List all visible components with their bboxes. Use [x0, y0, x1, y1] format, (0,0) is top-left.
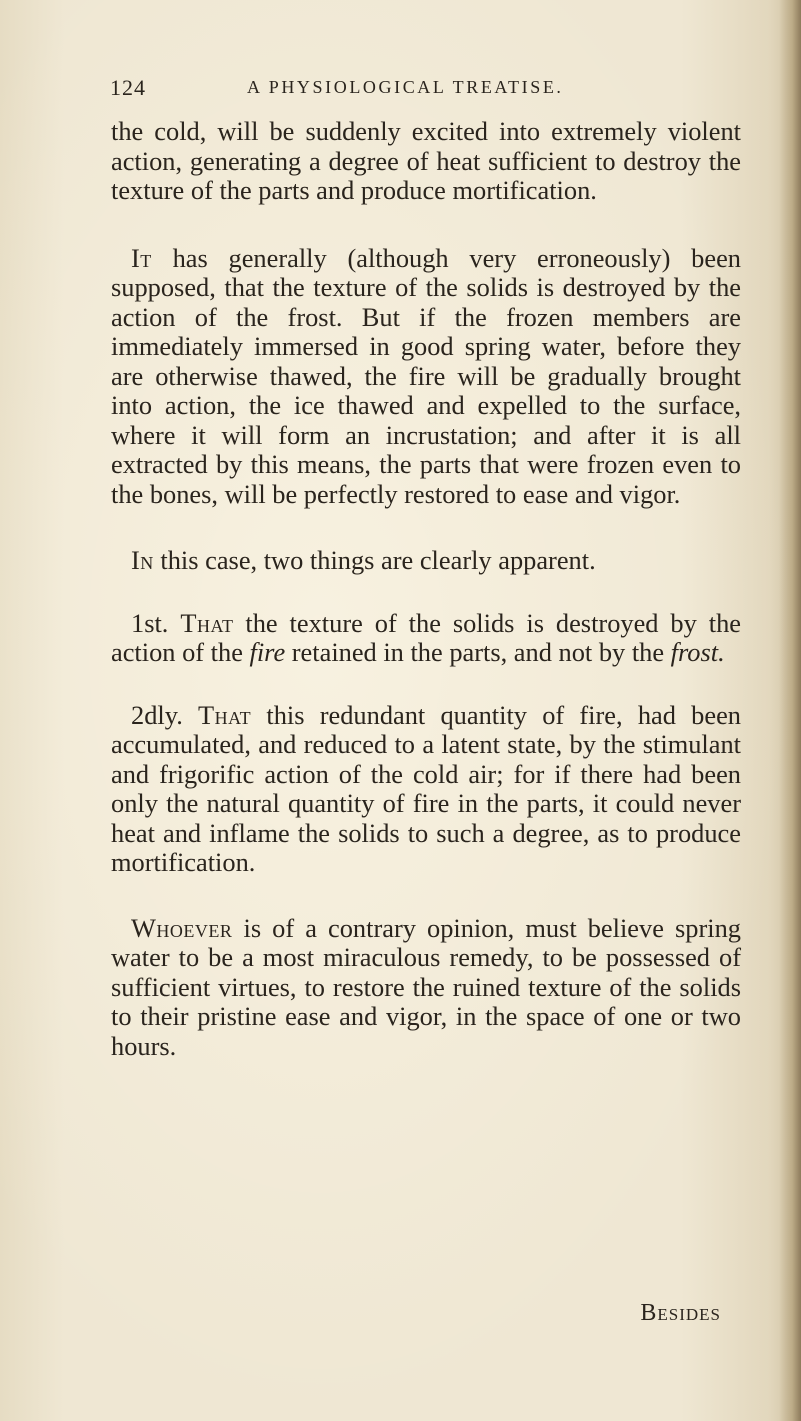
paragraph-first-point	[111, 609, 741, 668]
paragraph-body: has generally (although very erroneously) been supposed, that the texture of the solids is destroyed by the action of the frost. But if the frozen members are immediately immersed in good spring water, before they are otherwise thawed, the fire will be gradually brought into action, the ice thawed and expelled to the surface, where it will form an incrustation; and after it is all extracted by this means, the parts that were frozen even to the bones, will be perfectly restored to ease and vigor.	[111, 242, 741, 509]
paragraph-lead-word: In	[131, 545, 154, 575]
point-number: 1st.	[131, 607, 181, 638]
paragraph-contrary-opinion	[111, 914, 741, 1062]
page-edge-shadow	[779, 0, 801, 1421]
paragraph-lead-word: It	[131, 242, 152, 273]
paragraph-body: is of a contrary opinion, must believe spring water to be a most miraculous remedy, to be possessed of sufficient virtues, to restore the ruined texture of the solids to their pristine ease and vigor, in the space of one or two hours.	[111, 912, 741, 1061]
paragraph-body: this redundant quantity of fire, had been accumulated, and reduced to a latent state, by the stimulant and frigorific action of the cold air; for if there had been only the natural quantity of fire in the parts, it could never heat and inflame the solids to such a degree, as to produce mortification.	[111, 699, 741, 877]
paragraph-lead-word: That	[180, 607, 234, 638]
paragraph-second-point	[111, 701, 741, 878]
catchword: Besides	[640, 1300, 721, 1326]
italic-word-frost: frost.	[670, 637, 725, 667]
page-number: 124	[110, 75, 146, 100]
paragraph-lead-word: Whoever	[131, 912, 233, 943]
paragraph-frost-supposition	[111, 244, 741, 510]
paragraph-body: the texture of the solids is destroyed by the action of the	[111, 607, 741, 667]
running-title: A PHYSIOLOGICAL TREATISE.	[247, 77, 564, 97]
paragraph-continuation: the cold, will be suddenly excited into extremely violent action, generating a degree of heat sufficient to destroy the texture of the parts and produce mortification.	[111, 116, 741, 205]
page-header	[110, 75, 730, 105]
paragraph-lead-word: That	[198, 699, 252, 730]
body-text	[111, 117, 741, 1061]
paragraph-two-things	[111, 546, 741, 576]
paragraph-body: retained in the parts, and not by the	[285, 637, 671, 667]
paragraph-body: this case, two things are clearly apparent.	[153, 545, 596, 575]
italic-word-fire: fire	[249, 637, 286, 667]
point-number: 2dly.	[131, 699, 199, 730]
